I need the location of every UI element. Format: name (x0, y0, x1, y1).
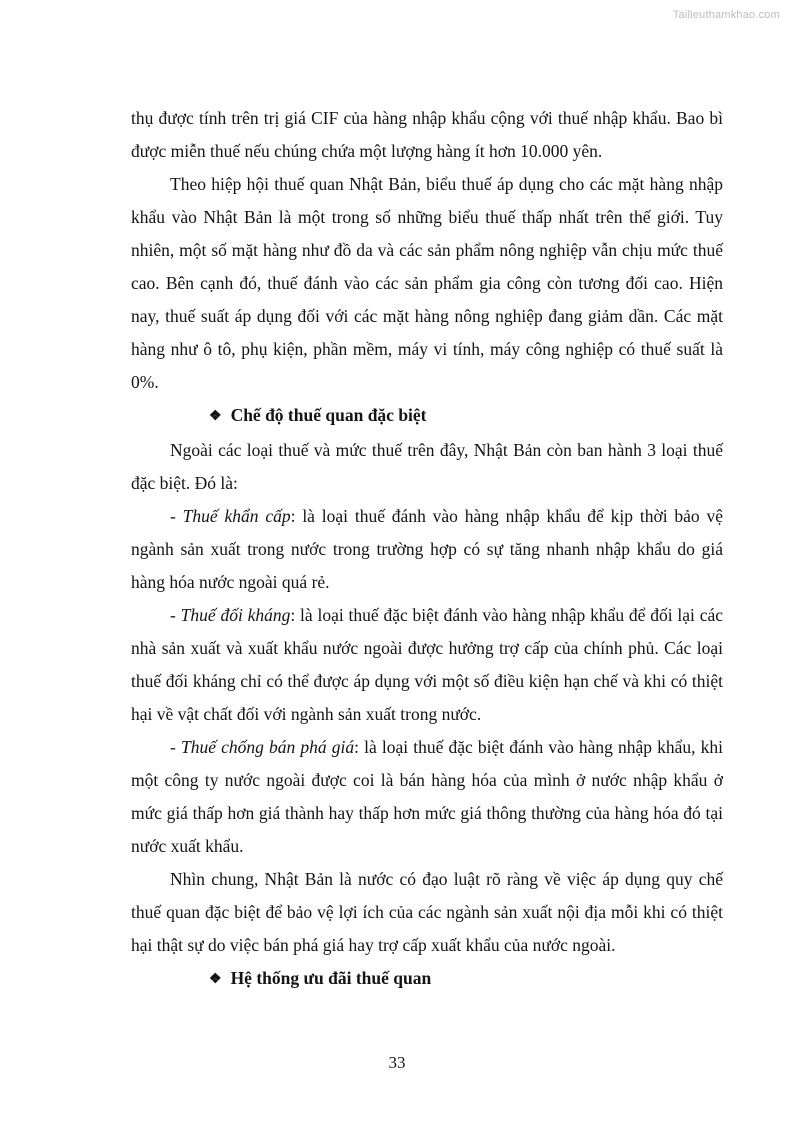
dash-marker: - (170, 737, 181, 757)
section-heading-label: Chế độ thuế quan đặc biệt (230, 405, 427, 425)
term-emphasis: Thuế đối kháng (180, 605, 291, 625)
section-heading-label: Hệ thống ưu đãi thuế quan (230, 968, 432, 988)
diamond-bullet-icon: ❖ (209, 409, 222, 424)
term-emphasis: Thuế chống bán phá giá (180, 737, 355, 757)
paragraph-text: : là loại thuế đặc biệt đánh vào hàng nhập khẩu, khi một công ty nước ngoài được coi là bán hàng hóa của mình ở nước nhập khẩu ở mức giá thấp hơn giá thành hay thấp hơn mức giá thông thường của hàng hóa đó tại nước xuất khẩu. (131, 737, 724, 856)
paragraph: Theo hiệp hội thuế quan Nhật Bản, biểu thuế áp dụng cho các mặt hàng nhập khẩu vào Nhật Bản là một trong số những biểu thuế thấp nhất trên thế giới. Tuy nhiên, một số mặt hàng như đồ da và các sản phẩm nông nghiệp vẫn chịu mức thuế cao. Bên cạnh đó, thuế đánh vào các sản phẩm gia công còn tương đối cao. Hiện nay, thuế suất áp dụng đối với các mặt hàng nông nghiệp đang giảm dần. Các mặt hàng như ô tô, phụ kiện, phần mềm, máy vi tính, máy công nghiệp có thuế suất là 0%. (131, 174, 723, 392)
term-emphasis: Thuế khẩn cấp (182, 506, 291, 526)
paragraph (131, 599, 723, 731)
watermark-text: Tailieuthamkhao.com (672, 9, 780, 21)
paragraph: Nhìn chung, Nhật Bản là nước có đạo luật rõ ràng về việc áp dụng quy chế thuế quan đặc biệt để bảo vệ lợi ích của các ngành sản xuất nội địa mỗi khi có thiệt hại thật sự do việc bán phá giá hay trợ cấp xuất khẩu của nước ngoài. (131, 869, 723, 955)
page-number: 33 (388, 1053, 406, 1072)
paragraph-text: : là loại thuế đánh vào hàng nhập khẩu để kịp thời bảo vệ ngành sản xuất trong nước trong trường hợp có sự tăng nhanh nhập khẩu do giá hàng hóa nước ngoài quá rẻ. (131, 506, 724, 592)
diamond-bullet-icon: ❖ (209, 972, 222, 987)
section-heading (131, 399, 723, 434)
paragraph: Ngoài các loại thuế và mức thuế trên đây, Nhật Bản còn ban hành 3 loại thuế đặc biệt. Đó là: (131, 440, 723, 493)
paragraph (131, 731, 723, 863)
paragraph-text: : là loại thuế đặc biệt đánh vào hàng nhập khẩu để đối lại các nhà sản xuất và xuất khẩu nước ngoài được hưởng trợ cấp của chính phủ. Các loại thuế đối kháng chỉ có thể được áp dụng với một số điều kiện hạn chế và khi có thiệt hại về vật chất đối với ngành sản xuất trong nước. (131, 605, 723, 724)
paragraph (131, 500, 723, 599)
page-content (131, 102, 723, 997)
section-heading (131, 962, 723, 997)
dash-marker: - (170, 506, 183, 526)
dash-marker: - (170, 605, 181, 625)
paragraph: thụ được tính trên trị giá CIF của hàng nhập khẩu cộng với thuế nhập khẩu. Bao bì được miễn thuế nếu chúng chứa một lượng hàng ít hơn 10.000 yên. (131, 108, 723, 161)
